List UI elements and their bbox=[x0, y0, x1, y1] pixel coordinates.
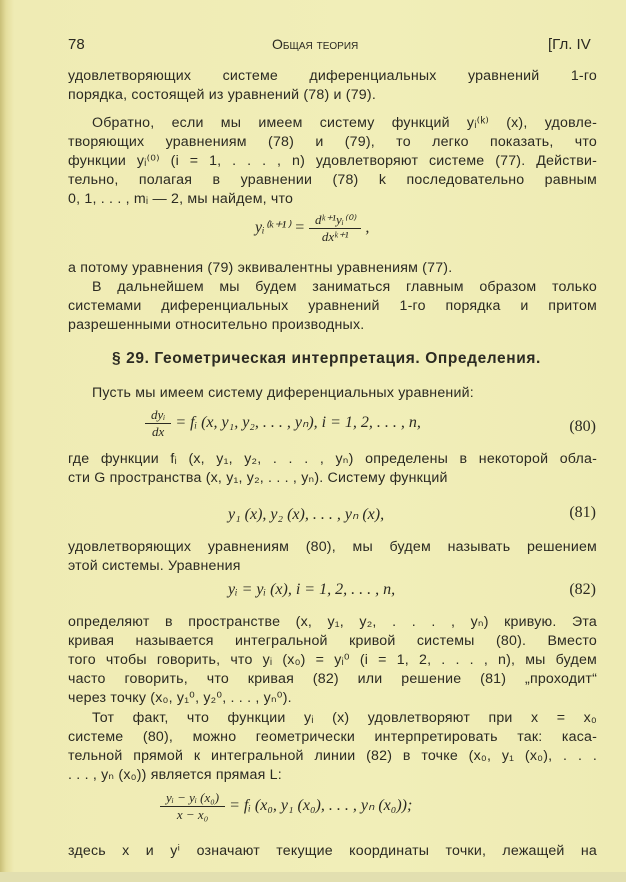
chapter-label: [Гл. IV bbox=[548, 36, 591, 53]
equation-80 bbox=[145, 407, 421, 440]
fraction bbox=[160, 790, 225, 823]
equation-81: y₁ (x), y₂ (x), . . . , yₙ (x), bbox=[228, 506, 385, 523]
eq-tail: , bbox=[365, 219, 370, 237]
numerator: yᵢ − yᵢ (x₀) bbox=[160, 790, 225, 807]
text-line: В дальнейшем мы будем заниматься главным образом только bbox=[92, 279, 597, 295]
text-line: этой системы. Уравнения bbox=[68, 558, 241, 574]
text-line: кривая называется интегральной кривой системы (80). Вместо bbox=[68, 633, 597, 649]
text-line: порядка, состоящей из уравнений (78) и (79). bbox=[68, 87, 376, 103]
text-line: системе (80), можно геометрически интерпретировать так: каса- bbox=[68, 729, 597, 745]
text-line: системами диференциальных уравнений 1-го порядка и притом bbox=[68, 298, 597, 314]
text-line: здесь x и yⁱ означают текущие координаты точки, лежащей на bbox=[68, 843, 597, 859]
text-line: удовлетворяющих уравнениям (80), мы будем называть решением bbox=[68, 539, 597, 555]
equation-number: (82) bbox=[569, 581, 596, 598]
equation-derivative bbox=[255, 212, 369, 245]
eq-rhs: = fᵢ (x₀, y₁ (x₀), . . . , yₙ (x₀)); bbox=[229, 797, 413, 815]
section-heading: § 29. Геометрическая интерпретация. Определения. bbox=[112, 350, 541, 367]
denominator: x − x₀ bbox=[176, 807, 209, 822]
text-line: разрешенными относительно производных. bbox=[68, 317, 365, 333]
running-title: Общая теория bbox=[272, 36, 359, 52]
text-line: функции yᵢ⁽⁰⁾ (i = 1, . . . , n) удовлетворяют системе (77). Действи- bbox=[68, 153, 597, 169]
page-bottom-edge bbox=[0, 872, 626, 882]
text-line: . . . , yₙ (x₀)) является прямая L: bbox=[68, 767, 282, 783]
denominator: dxᵏ⁺¹ bbox=[321, 229, 349, 244]
text-line: сти G пространства (x, y₁, y₂, . . . , yₙ). Систему функций bbox=[68, 470, 448, 486]
text-line: а потому уравнения (79) эквивалентны уравнениям (77). bbox=[68, 260, 453, 276]
text-line: тельно, полагая в уравнении (78) k последовательно равным bbox=[68, 172, 597, 188]
page-number: 78 bbox=[68, 36, 85, 53]
numerator: dyᵢ bbox=[145, 407, 171, 424]
equation-tangent-line bbox=[160, 790, 412, 823]
fraction bbox=[309, 212, 361, 245]
text-line: где функции fᵢ (x, y₁, y₂, . . . , yₙ) определены в некоторой обла- bbox=[68, 451, 597, 467]
text-line: через точку (x₀, y₁⁰, y₂⁰, . . . , yₙ⁰). bbox=[68, 690, 292, 706]
text-line: тельной прямой к интегральной линии (82) в точке (x₀, y₁ (x₀), . . . bbox=[68, 748, 597, 764]
text-line: Пусть мы имеем систему диференциальных уравнений: bbox=[92, 385, 474, 401]
text-line: определяют в пространстве (x, y₁, y₂, . . . , yₙ) кривую. Эта bbox=[68, 614, 597, 630]
denominator: dx bbox=[152, 424, 165, 439]
eq-lhs: yᵢ⁽ᵏ⁺¹⁾ = bbox=[255, 219, 306, 237]
text-line: того чтобы говорить, что yᵢ (x₀) = yᵢ⁰ (i = 1, 2, . . . , n), мы будем bbox=[68, 652, 597, 668]
numerator: dᵏ⁺¹yᵢ⁽⁰⁾ bbox=[309, 212, 361, 229]
eq-rhs: = fᵢ (x, y₁, y₂, . . . , yₙ), i = 1, 2, . . . , n, bbox=[175, 414, 421, 432]
equation-number: (80) bbox=[569, 418, 596, 435]
text-line: 0, 1, . . . , mᵢ — 2, мы найдем, что bbox=[68, 191, 294, 207]
equation-number: (81) bbox=[569, 504, 596, 521]
equation-82: yᵢ = yᵢ (x), i = 1, 2, . . . , n, bbox=[228, 581, 396, 598]
text-line: Обратно, если мы имеем систему функций yᵢ⁽ᵏ⁾ (x), удовле- bbox=[92, 115, 597, 131]
text-line: удовлетворяющих системе диференциальных уравнений 1-го bbox=[68, 68, 597, 84]
text-line: часто говорить, что кривая (82) или решение (81) „проходит“ bbox=[68, 671, 597, 687]
text-line: Тот факт, что функции yᵢ (x) удовлетворяют при x = x₀ bbox=[92, 710, 597, 726]
fraction bbox=[145, 407, 171, 440]
text-line: творяющих уравнениям (78) и (79), то легко показать, что bbox=[68, 134, 597, 150]
